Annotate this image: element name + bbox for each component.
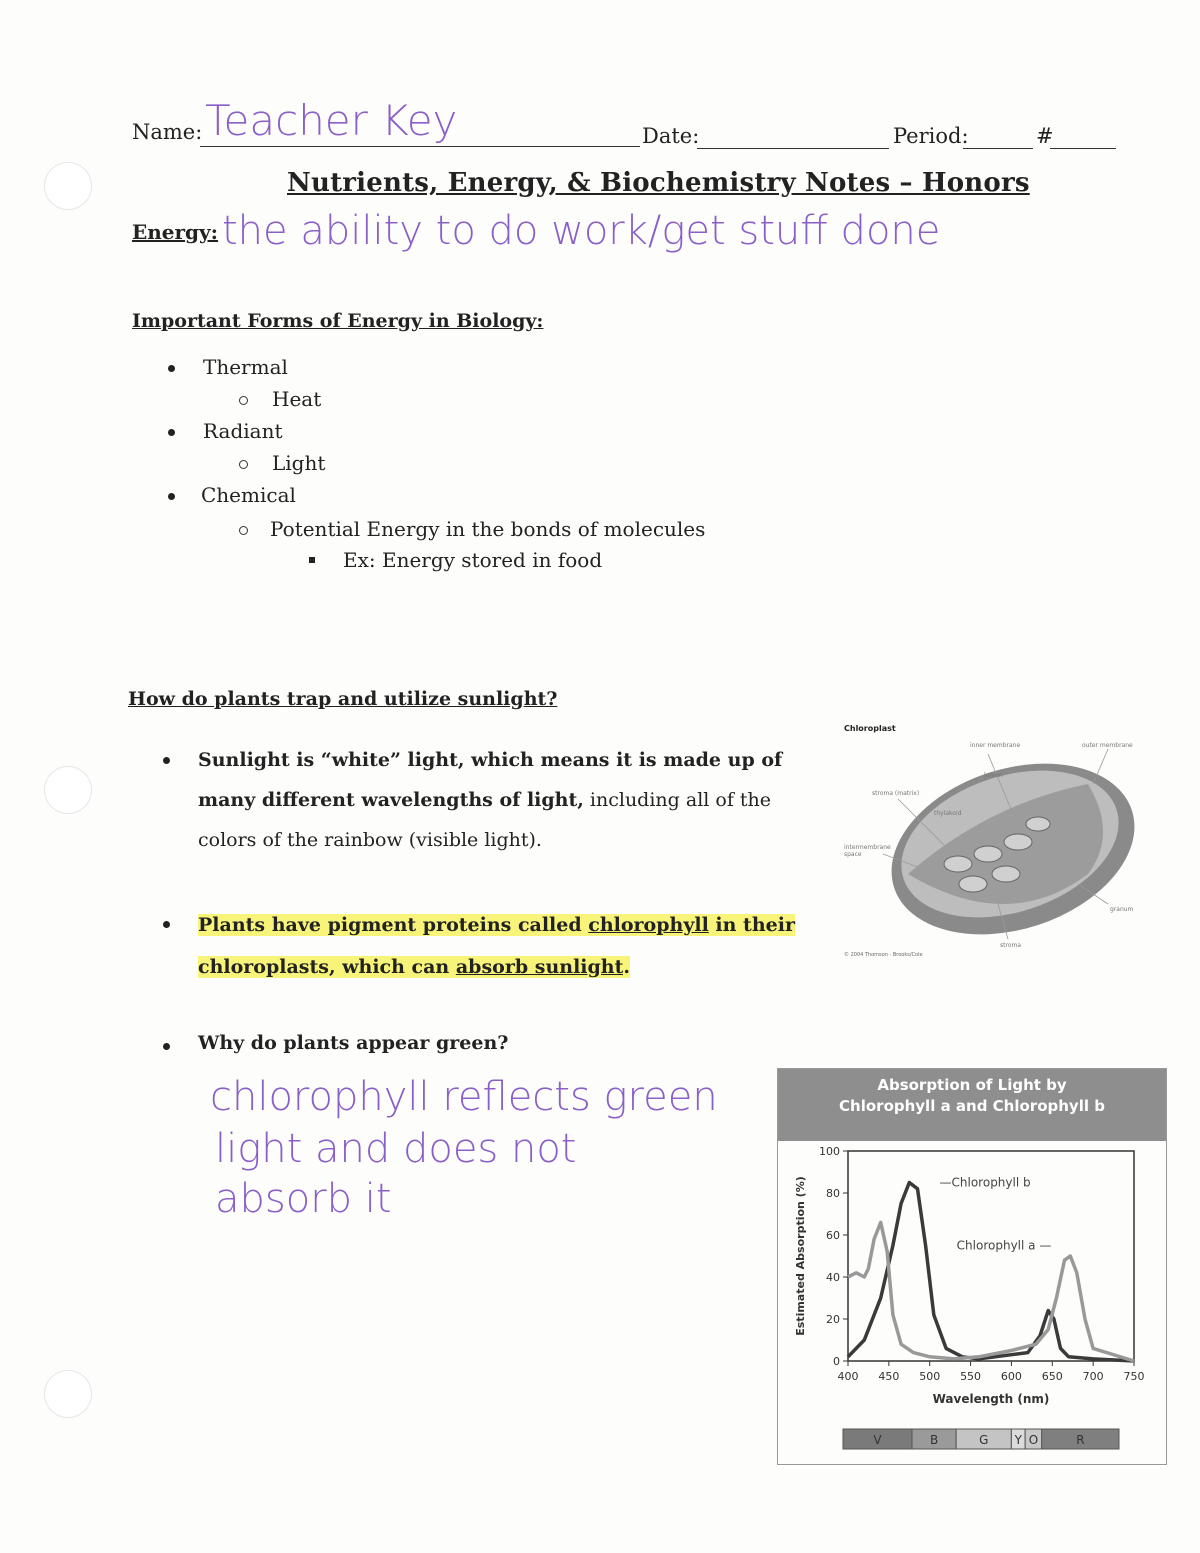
x-tick-label-700: 700 [1082,1370,1104,1383]
absorption-chart [777,1068,1167,1465]
bullet-dot [168,493,175,500]
chloroplast-label-stroma-matrix: stroma (matrix) [872,790,920,797]
chloroplast-label-inner-membrane: inner membrane [970,742,1021,749]
series-line-chlorophyll-b [848,1183,1134,1362]
x-tick-label-400: 400 [837,1370,859,1383]
spectrum-label-R: R [1076,1433,1085,1447]
period-label: Period: [893,124,969,148]
chlorophyll-text-a: Plants have pigment proteins called [198,914,589,936]
sunlight-rest-text: including all of the colors of the rainbow (visible light). [198,789,772,851]
sub-sub-bullet-square [309,557,315,563]
energy-label: Energy: [132,220,219,244]
bullet-dot [168,365,175,372]
x-tick-label-600: 600 [1000,1370,1022,1383]
bullet-dot [163,1043,170,1050]
energy-definition: the ability to do work/get stuff done [222,208,941,254]
sunlight-bold-text: Sunlight is “white” light, which means it is made up of many different wavelengths of light, [198,749,783,811]
bullet-dot [163,921,170,928]
x-tick-label-450: 450 [878,1370,900,1383]
spectrum-label-G: G [979,1433,989,1447]
sub-bullet-circle [239,396,248,405]
answer-line-3: absorb it [215,1176,392,1222]
name-label: Name: [132,120,203,144]
period-line [963,148,1033,149]
form-chemical-example: Ex: Energy stored in food [343,548,603,572]
spectrum-label-O: O [1028,1433,1039,1447]
y-tick-label-20: 20 [826,1313,840,1326]
date-label: Date: [642,124,700,148]
plants-heading: How do plants trap and utilize sunlight? [128,688,558,710]
y-axis-label: Estimated Absorption (%) [794,1176,807,1336]
sunlight-paragraph [198,740,818,860]
y-tick-label-0: 0 [833,1355,840,1368]
punch-hole-middle [44,766,92,814]
form-thermal: Thermal [203,355,288,379]
spectrum-label-Y: Y [1014,1433,1022,1447]
form-chemical: Chemical [201,483,296,507]
page-title: Nutrients, Energy, & Biochemistry Notes – Honors [287,168,1030,198]
answer-line-2: light and does not [215,1126,577,1172]
name-value: Teacher Key [205,96,458,145]
number-label: # [1036,124,1054,148]
name-line [200,146,640,147]
x-axis-label: Wavelength (nm) [932,1392,1050,1406]
form-radiant-sub: Light [272,451,326,475]
form-chemical-sub: Potential Energy in the bonds of molecules [270,517,706,541]
chloroplast-label-lumen: lumen [984,772,1003,779]
number-line [1050,148,1116,149]
x-tick-label-550: 550 [960,1370,982,1383]
bullet-dot [163,757,170,764]
chloroplast-title: Chloroplast [844,724,896,733]
why-green-question: Why do plants appear green? [198,1032,509,1054]
sub-bullet-circle [239,460,248,469]
series-label-chlorophyll-a: Chlorophyll a — [956,1238,1052,1253]
spectrum-label-B: B [929,1433,939,1447]
x-tick-label-750: 750 [1123,1370,1145,1383]
x-tick-label-500: 500 [919,1370,941,1383]
chlorophyll-text-e: . [623,956,631,978]
sub-bullet-circle [239,526,248,535]
chloroplast-label-granum: granum [1110,906,1134,913]
chlorophyll-text-c: in their chloroplasts, which can [198,914,795,978]
bullet-dot [168,429,175,436]
chlorophyll-term: chlorophyll [588,914,709,936]
forms-heading: Important Forms of Energy in Biology: [132,310,544,332]
chlorophyll-paragraph [198,904,798,988]
chloroplast-figure [838,724,1148,964]
series-label-chlorophyll-b: —Chlorophyll b [939,1175,1031,1190]
y-tick-label-100: 100 [819,1145,840,1158]
punch-hole-top [44,162,92,210]
x-tick-label-650: 650 [1041,1370,1063,1383]
chart-title: Absorption of Light by Chlorophyll a and Chlorophyll b [839,1076,1105,1115]
chart-plot [778,1069,1166,1464]
y-tick-label-60: 60 [826,1229,840,1242]
date-line [697,148,889,149]
y-tick-label-80: 80 [826,1187,840,1200]
chloroplast-credit: © 2004 Thomson - Brooks/Cole [844,952,923,958]
y-tick-label-40: 40 [826,1271,840,1284]
spectrum-label-V: V [873,1433,882,1447]
answer-line-1: chlorophyll reflects green [210,1074,718,1120]
chloroplast-label-outer-membrane: outer membrane [1082,742,1133,749]
punch-hole-bottom [44,1370,92,1418]
chloroplast-label-intermembrane: intermembrane space [844,844,891,858]
absorb-sunlight-term: absorb sunlight [455,956,624,978]
form-thermal-sub: Heat [272,387,322,411]
chloroplast-label-stroma: stroma [1000,942,1022,949]
form-radiant: Radiant [203,419,283,443]
chloroplast-label-thylakoid: thylakoid [934,810,962,817]
